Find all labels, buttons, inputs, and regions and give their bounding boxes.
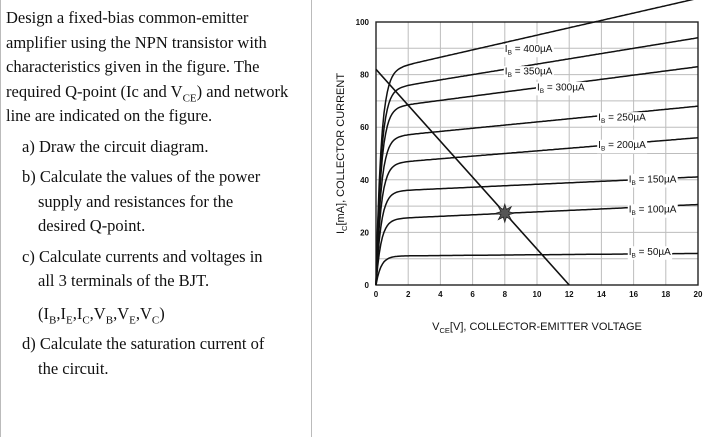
bjt-characteristics-chart bbox=[318, 0, 725, 437]
terminal-quantities-formula bbox=[38, 302, 304, 327]
curve-label-symbol: I bbox=[598, 140, 601, 152]
curve-label-text: = 350µA bbox=[511, 66, 553, 78]
curve-label-symbol: I bbox=[628, 246, 632, 258]
curve-label-symbol: I bbox=[504, 44, 508, 56]
curve-label bbox=[629, 247, 671, 260]
curve-label bbox=[629, 205, 677, 218]
y-axis-title-text: [mA], COLLECTOR CURRENT bbox=[335, 72, 347, 226]
curve-label-subscript: B bbox=[539, 87, 545, 95]
curve-label-text: = 100µA bbox=[635, 204, 677, 216]
curve-label-text: = 200µA bbox=[605, 140, 646, 152]
curve-label-subscript: B bbox=[600, 145, 606, 153]
x-tick-label: 10 bbox=[532, 290, 542, 299]
curve-label bbox=[505, 44, 553, 57]
question-c: c) Calculate currents and voltages in all 3 terminals of the BJT. bbox=[22, 246, 263, 290]
formula-subscript: C bbox=[151, 313, 160, 326]
formula-subscript: E bbox=[65, 313, 73, 326]
curve-label-symbol: I bbox=[598, 112, 601, 124]
x-tick-label: 18 bbox=[661, 290, 671, 299]
curve-label bbox=[629, 174, 677, 187]
x-tick-label: 8 bbox=[502, 290, 508, 299]
curve-label-symbol: I bbox=[628, 204, 632, 216]
curve-label-subscript: B bbox=[507, 49, 512, 57]
y-tick-label: 20 bbox=[360, 228, 369, 238]
curve-label-text: = 50µA bbox=[635, 246, 671, 258]
y-tick-label: 40 bbox=[360, 175, 369, 185]
problem-text bbox=[6, 6, 304, 381]
left-divider bbox=[0, 0, 1, 437]
curve-label-text: = 300µA bbox=[544, 82, 585, 94]
q-point-marker bbox=[496, 204, 514, 222]
y-axis-title-subscript: C bbox=[340, 225, 349, 231]
formula-subscript: E bbox=[129, 313, 136, 326]
y-tick-label: 0 bbox=[364, 281, 369, 290]
curve-label bbox=[598, 113, 646, 126]
curve-label-text: = 400µA bbox=[511, 44, 553, 56]
curve-label-subscript: B bbox=[631, 210, 636, 218]
curve-label-subscript: B bbox=[631, 179, 636, 187]
x-tick-label: 6 bbox=[470, 290, 475, 299]
formula-text: ,V bbox=[135, 303, 152, 323]
curve-label-subscript: B bbox=[507, 72, 512, 80]
formula-subscript: C bbox=[82, 313, 90, 326]
formula-text: ,V bbox=[89, 303, 106, 323]
problem-intro: Design a fixed-bias common-emitter amplifier using the NPN transistor with characteristics given in the figure. The required Q-point (Ic and $V_{CE}$) and network line are indicated on the figure. bbox=[6, 8, 289, 125]
curve-label bbox=[598, 140, 646, 153]
curve-label-symbol: I bbox=[628, 174, 632, 186]
x-axis-title-subscript: CE bbox=[439, 326, 450, 335]
curve-label bbox=[505, 67, 553, 80]
x-tick-label: 2 bbox=[405, 290, 411, 299]
question-a: a) Draw the circuit diagram. bbox=[22, 136, 209, 156]
x-tick-label: 12 bbox=[564, 290, 574, 299]
y-axis-title bbox=[335, 73, 349, 234]
curve-label-subscript: B bbox=[631, 252, 636, 260]
curve-label-symbol: I bbox=[504, 66, 508, 78]
chart-svg bbox=[318, 0, 725, 437]
curve-label-symbol: I bbox=[537, 82, 540, 94]
curve-label-subscript: B bbox=[600, 118, 606, 126]
x-axis-title-symbol: V bbox=[432, 321, 440, 333]
y-tick-label: 80 bbox=[360, 70, 369, 80]
x-axis-title-text: [V], COLLECTOR-EMITTER VOLTAGE bbox=[449, 321, 642, 333]
curve-label bbox=[537, 82, 585, 95]
formula-text: (I bbox=[38, 303, 49, 323]
x-axis-title bbox=[432, 321, 642, 335]
x-tick-label: 0 bbox=[373, 290, 379, 299]
y-tick-label: 100 bbox=[355, 18, 369, 27]
x-tick-label: 20 bbox=[693, 290, 703, 299]
formula-subscript: B bbox=[105, 313, 114, 326]
curve-label-text: = 150µA bbox=[635, 174, 677, 186]
x-tick-label: 4 bbox=[438, 290, 443, 299]
curve-label-text: = 250µA bbox=[605, 112, 646, 124]
y-axis-title-symbol: I bbox=[335, 230, 347, 235]
y-tick-label: 60 bbox=[360, 123, 369, 133]
middle-divider bbox=[311, 0, 312, 437]
x-tick-label: 14 bbox=[596, 290, 606, 299]
formula-text: ,I bbox=[72, 303, 83, 323]
question-b: b) Calculate the values of the power supply and resistances for the desired Q-point. bbox=[22, 167, 261, 235]
x-tick-label: 16 bbox=[629, 290, 639, 299]
question-d: d) Calculate the saturation current of the circuit. bbox=[22, 334, 265, 378]
formula-subscript: B bbox=[49, 313, 57, 326]
formula-text: ,I bbox=[56, 303, 66, 323]
formula-text: ,V bbox=[113, 303, 130, 323]
formula-text: ) bbox=[159, 303, 165, 323]
